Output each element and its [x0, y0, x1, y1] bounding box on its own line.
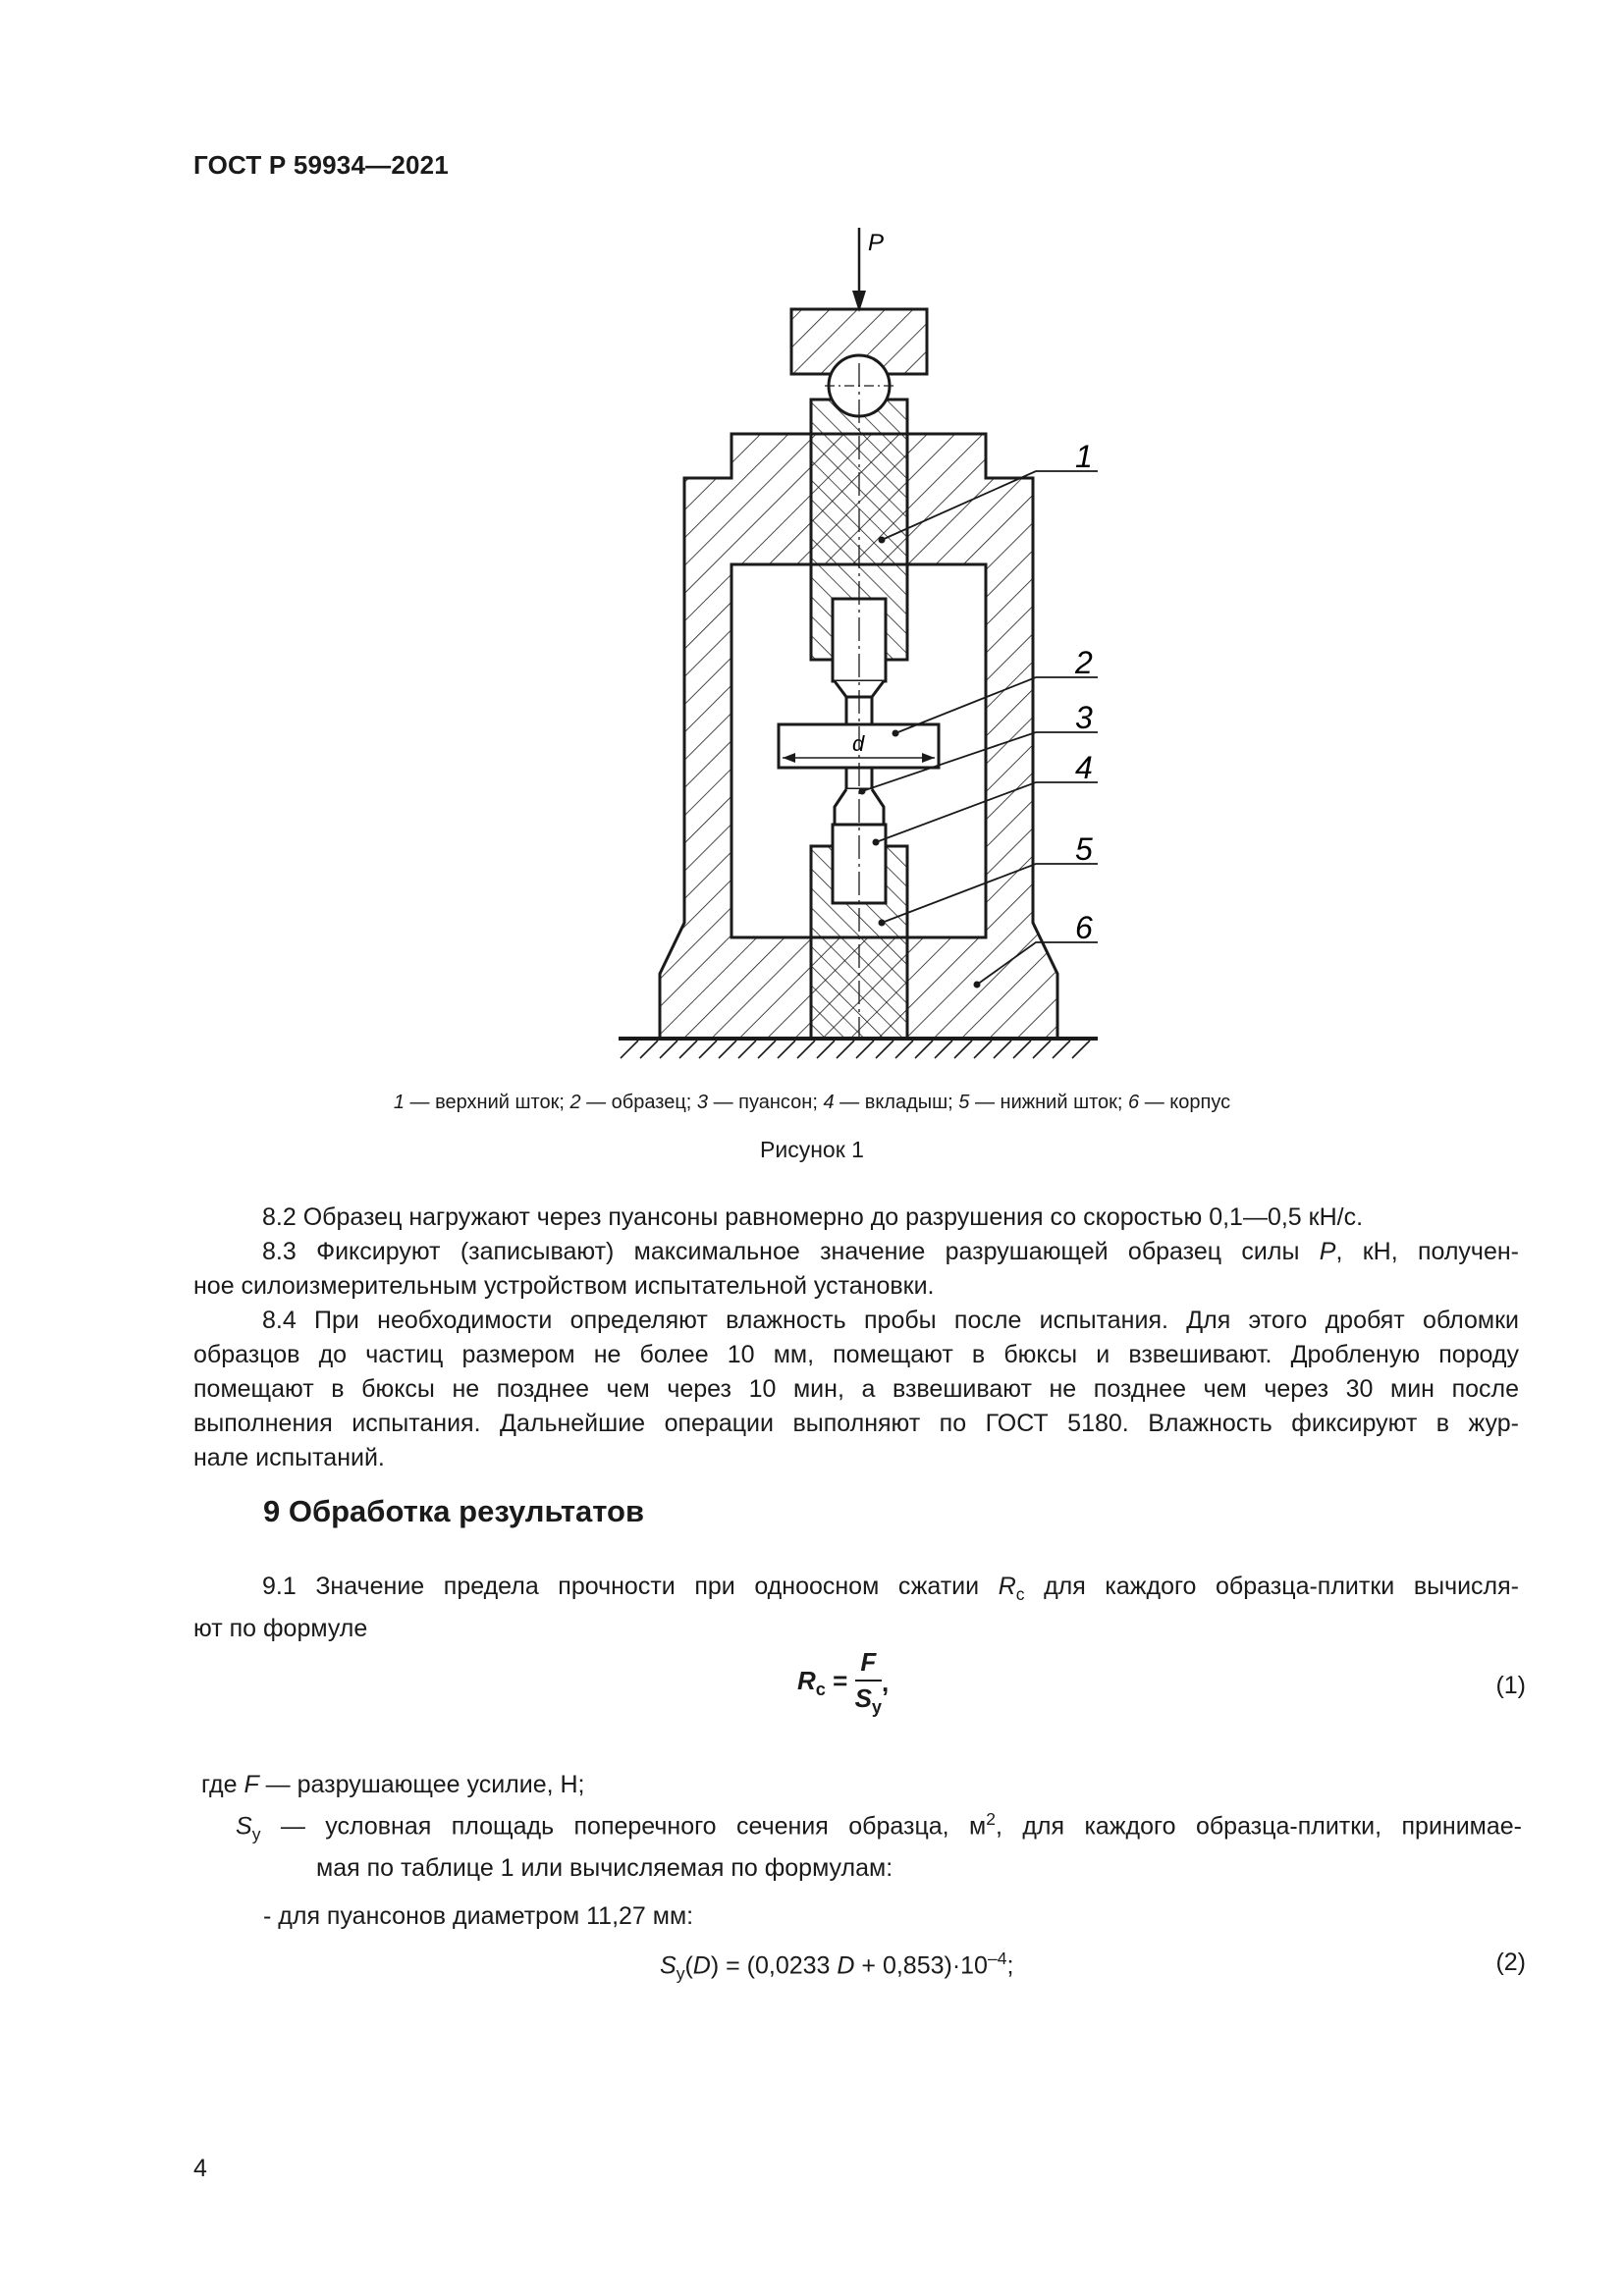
where-s: $S_y$ — условная площадь поперечного сечения образца, $м^2$, для каждого образца-плитки, принимае- мая по таблице 1 или вычисляемая по формулам:	[236, 1809, 1522, 1883]
paragraph-9-1: 9.1 Значение предела прочности при одноосном сжатии $R_c$ для каждого образца-плитки вычисля- ют по формуле	[193, 1573, 1520, 1642]
where-f: где F — разрушающее усилие, Н;	[201, 1771, 585, 1798]
figure-title: Рисунок 1	[760, 1137, 864, 1162]
formula-2: $S_y(D) = (0,0233$ $D + 0,853)\cdot 10^{-4}$;	[660, 1949, 1014, 1984]
callout-6: 6	[1075, 910, 1093, 945]
test-device-figure	[589, 221, 1119, 1065]
bullet-punch-11-27: - для пуансонов диаметром 11,27 мм:	[263, 1902, 694, 1930]
paragraph-8-3: 8.3 Фиксируют (записывают) максимальное значение разрушающей образец силы P, кН, получен- ное силоизмерительным устройством испытательной установки.	[193, 1238, 1519, 1300]
document-header: ГОСТ Р 59934—2021	[193, 150, 449, 180]
equation-number-1: (1)	[1495, 1672, 1526, 1699]
callout-5: 5	[1075, 831, 1093, 867]
callout-3: 3	[1075, 700, 1093, 735]
page-number: 4	[193, 2155, 207, 2182]
paragraph-8-4: 8.4 При необходимости определяют влажность пробы после испытания. Для этого дробят обломки образцов до частиц размером не более 10 мм, помещают в бюксы и взвешивают. Дробленую породу помещают в бюксы не позднее чем через 10 мин, а взвешивают не позднее чем через 30 мин после выполнения испытания. Дальнейшие операции выполняют по ГОСТ 5180. Влажность фиксируют в жур- нале испытаний.	[193, 1307, 1519, 1471]
dimension-label-d: d	[852, 731, 865, 756]
equation-number-2: (2)	[1495, 1949, 1526, 1976]
callout-4: 4	[1075, 750, 1093, 785]
callout-2: 2	[1075, 645, 1093, 680]
section-9-heading: 9 Обработка результатов	[263, 1494, 645, 1528]
formula-1: $R_c$ = $\frac{F}{S_y}$ ,	[797, 1647, 890, 1718]
figure-legend: 1 — верхний шток; 2 — образец; 3 — пуансон; 4 — вкладыш; 5 — нижний шток; 6 — корпус	[393, 1092, 1231, 1113]
callout-1: 1	[1075, 439, 1093, 474]
paragraph-8-2: 8.2 Образец нагружают через пуансоны равномерно до разрушения со скоростью 0,1—0,5 кН/с.	[262, 1203, 1364, 1231]
force-label-p: P	[868, 230, 885, 256]
